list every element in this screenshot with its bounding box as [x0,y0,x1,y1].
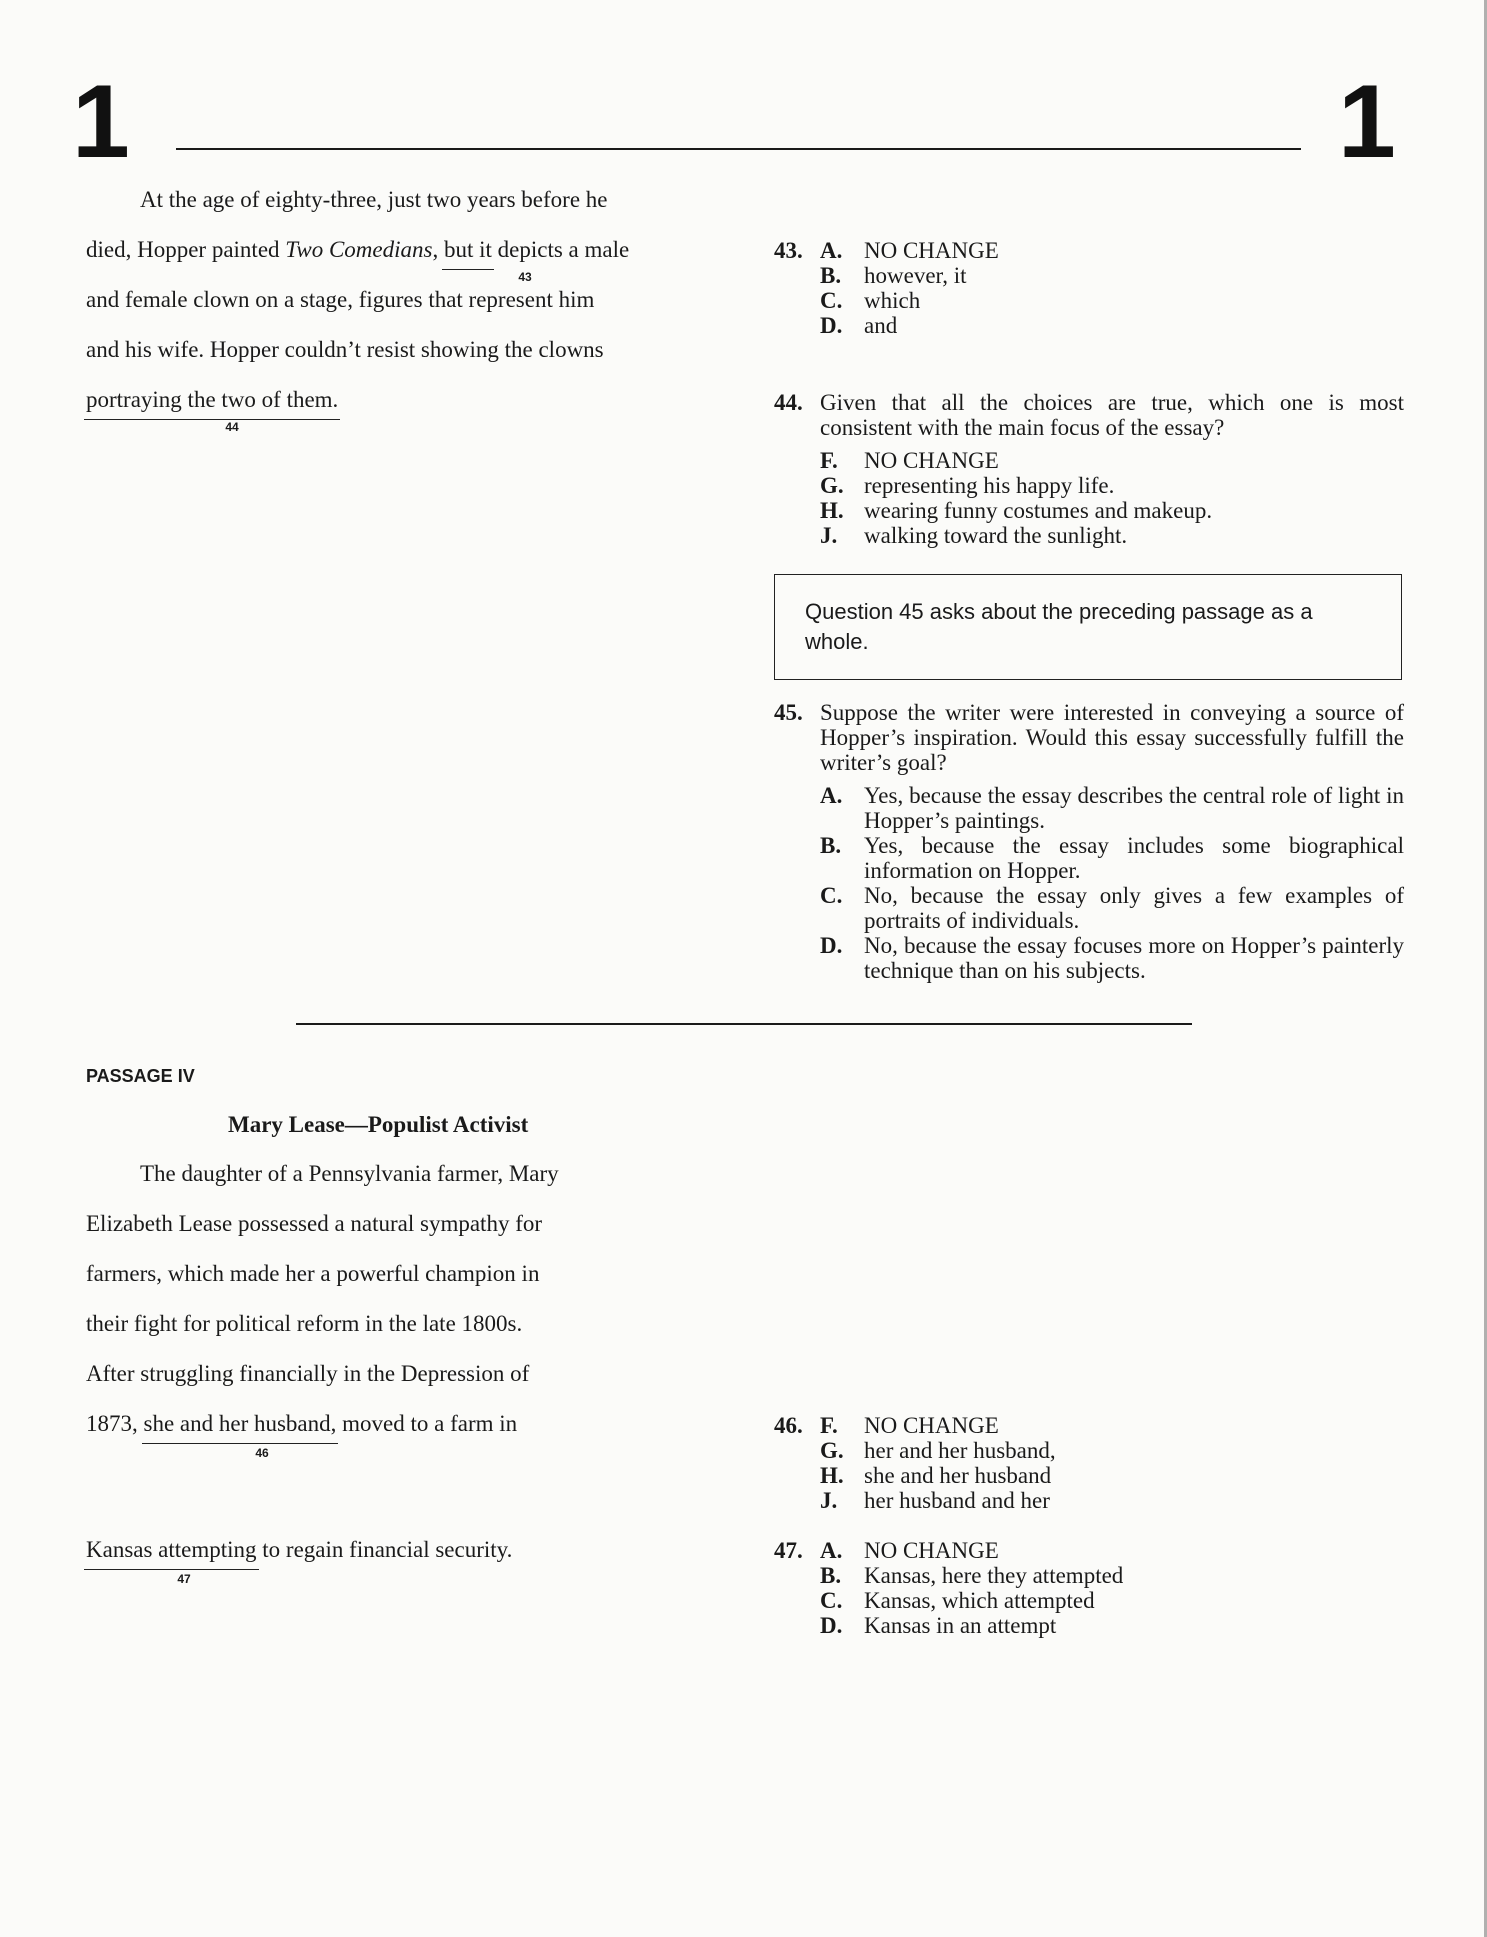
passage-line-2: died, Hopper painted Two Comedians, but it depicts a male [86,237,630,262]
question-44: 44. Given that all the choices are true, which one is most consistent with the main focus of the essay? F. NO CHANGE G. representing his happy life. H. wearing funny costumes and makeup. J. walking toward the sunlight. [774,390,1404,548]
option-45-d[interactable]: No, because the essay focuses more on Hopper’s painterly technique than on his subjects. [864,933,1404,983]
marker-44: 44 [225,420,239,434]
option-45-c[interactable]: No, because the essay only gives a few examples of portraits of individuals. [864,883,1404,933]
passage-divider [296,1023,1192,1025]
question-44-stem: Given that all the choices are true, which one is most consistent with the main focus of the essay? [820,390,1404,440]
passage-title: Mary Lease—Populist Activist [228,1112,529,1137]
passage4-line-2: Elizabeth Lease possessed a natural sympathy for [86,1211,543,1236]
underlined-47[interactable]: Kansas attempting [86,1537,257,1562]
question-45: 45. Suppose the writer were interested in conveying a source of Hopper’s inspiration. Would this essay successfully fulfill the writer’s goal? A. Yes, because the essay describes the central role of light in Hopper’s paintings. B. Yes, because the essay includes some biographical information on Hopper. C. No, because the essay only gives a few examples of portraits of individuals. D. No, because the essay focuses more on Hopper’s painterly technique than on his subjects. [774,700,1404,983]
option-45-a[interactable]: Yes, because the essay describes the central role of light in Hopper’s paintings. [864,783,1404,833]
question-number: 43. [774,238,803,263]
marker-47: 47 [177,1572,191,1586]
option-44-h[interactable]: wearing funny costumes and makeup. [864,498,1213,523]
option-43-a[interactable]: NO CHANGE [864,238,999,263]
question-47: 47. A. NO CHANGE B. Kansas, here they attempted C. Kansas, which attempted D. Kansas in an attempt [774,1538,1404,1638]
notice-text: Question 45 asks about the preceding passage as a whole. [805,599,1313,654]
painting-title: Two Comedians [285,237,433,262]
section-number-right: 1 [1338,64,1396,180]
passage4-line-7: Kansas attempting to regain financial security. [86,1537,513,1562]
option-46-g[interactable]: her and her husband, [864,1438,1056,1463]
option-47-c[interactable]: Kansas, which attempted [864,1588,1095,1613]
marker-43: 43 [518,270,532,284]
notice-box [774,574,1402,680]
header-rule [176,148,1301,150]
option-44-g[interactable]: representing his happy life. [864,473,1115,498]
underlined-46[interactable]: she and her husband, [143,1411,337,1436]
option-47-d[interactable]: Kansas in an attempt [864,1613,1057,1638]
option-letter: A. [820,238,843,263]
option-45-b[interactable]: Yes, because the essay includes some biographical information on Hopper. [864,833,1404,883]
section-number-left: 1 [72,64,130,180]
option-44-f[interactable]: NO CHANGE [864,448,999,473]
option-43-d[interactable]: and [864,313,898,338]
passage4-line-5: After struggling financially in the Depression of [86,1361,530,1386]
option-43-c[interactable]: which [864,288,921,313]
option-47-b[interactable]: Kansas, here they attempted [864,1563,1124,1588]
passage-label: PASSAGE IV [86,1066,195,1086]
option-46-h[interactable]: she and her husband [864,1463,1052,1488]
passage-line-1: At the age of eighty-three, just two years before he [140,187,608,212]
marker-46: 46 [255,1446,269,1460]
passage-line-3: and female clown on a stage, figures that represent him [86,287,595,312]
passage-line-4: and his wife. Hopper couldn’t resist showing the clowns [86,337,604,362]
question-45-stem: Suppose the writer were interested in conveying a source of Hopper’s inspiration. Would this essay successfully fulfill the writer’s goal? [820,700,1404,775]
option-46-f[interactable]: NO CHANGE [864,1413,999,1438]
passage-line-5 [86,386,338,414]
question-46: 46. F. NO CHANGE G. her and her husband, H. she and her husband J. her husband and her [774,1413,1404,1513]
option-47-a[interactable]: NO CHANGE [864,1538,999,1563]
passage4-line-3: farmers, which made her a powerful champion in [86,1261,540,1286]
passage4-line-6: 1873, she and her husband, moved to a farm in [86,1411,518,1436]
option-43-b[interactable]: however, it [864,263,967,288]
option-44-j[interactable]: walking toward the sunlight. [864,523,1128,548]
underlined-44[interactable]: portraying the two of them. [86,387,339,412]
passage4-line-4: their fight for political reform in the late 1800s. [86,1311,523,1336]
option-46-j[interactable]: her husband and her [864,1488,1050,1513]
question-43: 43. A. NO CHANGE B. however, it C. which D. and [774,238,1404,338]
passage4-line-1: The daughter of a Pennsylvania farmer, Mary [140,1161,559,1186]
underlined-43[interactable]: but it [443,237,492,262]
